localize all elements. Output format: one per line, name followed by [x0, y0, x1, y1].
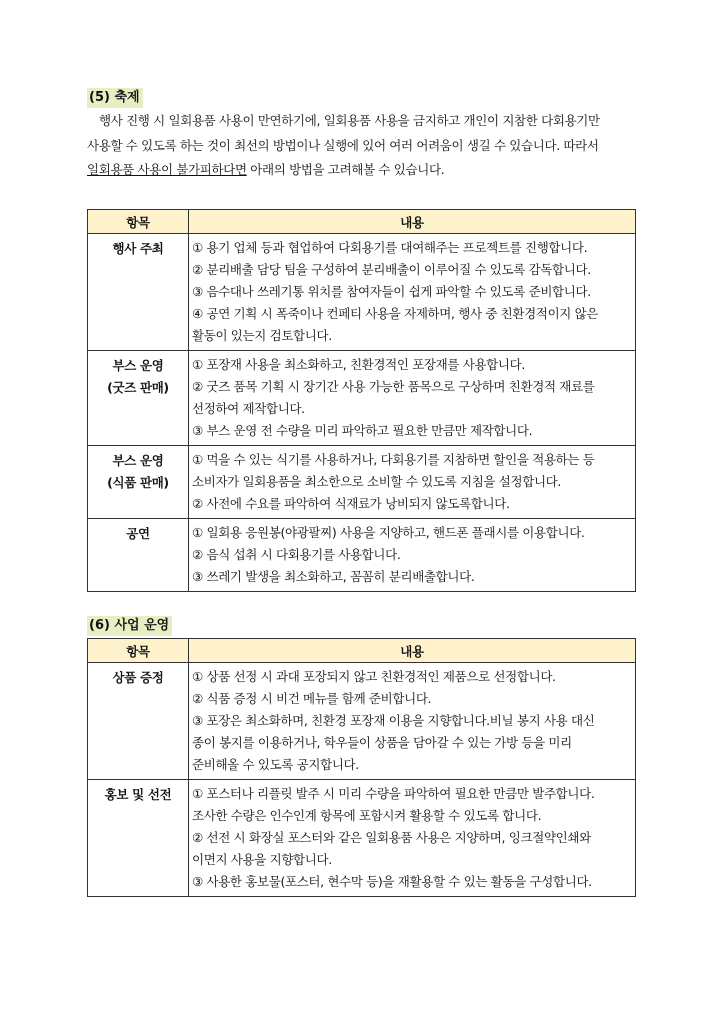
category-line: (굿즈 판매) — [107, 380, 169, 395]
header-category: 항목 — [88, 639, 189, 663]
content-line: ① 포스터나 리플릿 발주 시 미리 수량을 파악하여 필요한 만큼만 발주합니다. — [192, 786, 595, 801]
row-content — [189, 446, 636, 519]
row-category — [88, 446, 189, 519]
row-content — [189, 519, 636, 592]
table-row — [88, 663, 636, 780]
row-category — [88, 663, 189, 780]
content-line: ① 상품 선정 시 과대 포장되지 않고 친환경적인 제품으로 선정합니다. — [192, 669, 556, 684]
content-line: ② 선전 시 화장실 포스터와 같은 일회용품 사용은 지양하며, 잉크절약인쇄와 — [192, 830, 591, 845]
intro-line-3-rest: 아래의 방법을 고려해볼 수 있습니다. — [246, 162, 445, 177]
intro-underlined-phrase: 일회용품 사용이 불가피하다면 — [87, 162, 247, 177]
row-category — [88, 780, 189, 897]
content-line: 소비자가 일회용품을 최소한으로 소비할 수 있도록 지침을 설정합니다. — [192, 474, 562, 489]
category-line: 부스 운영 — [112, 358, 164, 373]
table-row — [88, 519, 636, 592]
content-line: ① 일회용 응원봉(야광팔찌) 사용을 지양하고, 핸드폰 플래시를 이용합니다. — [192, 525, 585, 540]
category-line: (식품 판매) — [107, 475, 169, 490]
table-row — [88, 780, 636, 897]
row-content — [189, 663, 636, 780]
content-line: ③ 쓰레기 발생을 최소화하고, 꼼꼼히 분리배출합니다. — [192, 569, 475, 584]
content-line: ③ 포장은 최소화하며, 친환경 포장재 이용을 지향합니다.비닐 봉지 사용 대신 — [192, 713, 595, 728]
table-row — [88, 234, 636, 351]
content-line: ③ 음수대나 쓰레기통 위치를 참여자들이 쉽게 파악할 수 있도록 준비합니다. — [192, 284, 591, 299]
row-category — [88, 234, 189, 351]
content-line: 조사한 수량은 인수인계 항목에 포함시켜 활용할 수 있도록 합니다. — [192, 808, 542, 823]
table-header-row — [88, 639, 636, 663]
content-line: 종이 봉지를 이용하거나, 학우들이 상품을 담아갈 수 있는 가방 등을 미리 — [192, 735, 572, 750]
festival-table — [87, 209, 636, 592]
business-table — [87, 638, 636, 897]
content-line: ③ 사용한 홍보물(포스터, 현수막 등)을 재활용할 수 있는 활동을 구성합니다. — [192, 874, 592, 889]
content-line: ② 분리배출 담당 팀을 구성하여 분리배출이 이루어질 수 있도록 감독합니다. — [192, 262, 591, 277]
row-content — [189, 780, 636, 897]
content-line: ② 식품 증정 시 비건 메뉴를 함께 준비합니다. — [192, 691, 432, 706]
content-line: ③ 부스 운영 전 수량을 미리 파악하고 필요한 만큼만 제작합니다. — [192, 423, 533, 438]
content-line: 준비해올 수 있도록 공지합니다. — [192, 757, 359, 772]
section5-intro — [87, 109, 647, 183]
category-line: 행사 주최 — [112, 241, 164, 256]
header-content: 내용 — [189, 210, 636, 234]
category-line: 부스 운영 — [112, 453, 164, 468]
row-content — [189, 234, 636, 351]
content-line: 선정하여 제작합니다. — [192, 401, 305, 416]
content-line: ① 용기 업체 등과 협업하여 다회용기를 대여해주는 프로젝트를 진행합니다. — [192, 240, 588, 255]
content-line: ② 사전에 수요를 파악하여 식재료가 낭비되지 않도록합니다. — [192, 496, 510, 511]
category-line: 상품 증정 — [112, 670, 164, 685]
content-line: ① 먹을 수 있는 식기를 사용하거나, 다회용기를 지참하면 할인을 적용하는 등 — [192, 452, 595, 467]
row-content — [189, 351, 636, 446]
table-header-row — [88, 210, 636, 234]
table-row — [88, 351, 636, 446]
intro-line-1: 행사 진행 시 일회용품 사용이 만연하기에, 일회용품 사용을 금지하고 개인이 지참한 다회용기만 — [99, 113, 600, 128]
intro-line-3 — [87, 158, 647, 183]
row-category — [88, 351, 189, 446]
header-category: 항목 — [88, 210, 189, 234]
section5-heading: (5) 축제 — [87, 88, 143, 108]
content-line: ④ 공연 기획 시 폭죽이나 컨페티 사용을 자제하며, 행사 중 친환경적이지 않은 — [192, 306, 599, 321]
category-line: 홍보 및 선전 — [104, 787, 172, 802]
content-line: ① 포장재 사용을 최소화하고, 친환경적인 포장재를 사용합니다. — [192, 357, 525, 372]
intro-line-2: 사용할 수 있도록 하는 것이 최선의 방법이나 실행에 있어 여러 어려움이 생길 수 있습니다. 따라서 — [87, 137, 599, 153]
content-line: ② 음식 섭취 시 다회용기를 사용합니다. — [192, 547, 401, 562]
row-category — [88, 519, 189, 592]
content-line: ② 굿즈 품목 기획 시 장기간 사용 가능한 품목으로 구상하며 친환경적 재료를 — [192, 379, 595, 394]
section6-heading: (6) 사업 운영 — [87, 616, 172, 636]
category-line: 공연 — [126, 526, 150, 541]
content-line: 이면지 사용을 지향합니다. — [192, 852, 332, 867]
table-row — [88, 446, 636, 519]
header-content: 내용 — [189, 639, 636, 663]
content-line: 활동이 있는지 검토합니다. — [192, 328, 332, 343]
